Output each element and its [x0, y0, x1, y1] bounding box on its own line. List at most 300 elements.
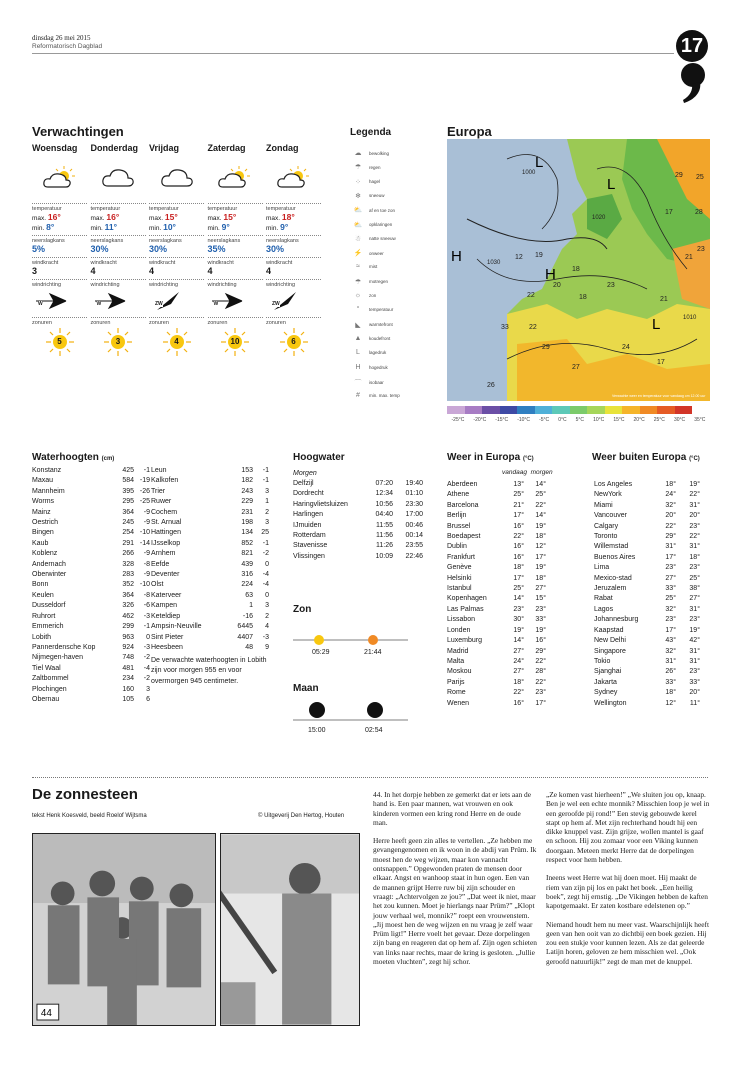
- table-cell: Bonn: [32, 581, 49, 589]
- scale-label: 35°C: [694, 417, 706, 423]
- forecast-day-zaterdag: [208, 143, 263, 356]
- table-cell: 17°: [665, 626, 676, 634]
- table-cell: Singapore: [594, 647, 626, 655]
- scale-label: 20°C: [633, 417, 645, 423]
- table-row: [447, 657, 546, 667]
- sun-hours-value: 10: [228, 335, 242, 349]
- svg-text:Verwachte weer en temperatuur: Verwachte weer en temperatuur voor vandaag om 12.00 uur: [612, 394, 706, 398]
- table-cell: 316: [241, 571, 253, 579]
- table-row: [151, 591, 269, 601]
- legend-label: sneeuw: [369, 193, 385, 199]
- table-cell: Ampsin-Neuville: [151, 623, 202, 631]
- scale-swatch: [657, 406, 675, 414]
- table-cell: 16°: [513, 543, 524, 551]
- table-cell: Jakarta: [594, 678, 617, 686]
- zon-title: Zon: [293, 604, 312, 615]
- wind-label: windkracht: [149, 260, 176, 266]
- rain-value: 30%: [90, 244, 109, 254]
- table-cell: 33°: [535, 616, 546, 624]
- table-row: [151, 487, 269, 497]
- story-credit: tekst Henk Koesveld, beeld Roelof Wijtsma: [32, 813, 147, 819]
- table-row: [32, 601, 150, 611]
- table-cell: 25°: [513, 491, 524, 499]
- wind-direction-value: W: [38, 301, 43, 307]
- table-cell: 924: [122, 643, 134, 651]
- table-cell: 0: [265, 591, 269, 599]
- maan-rise: 15:00: [308, 727, 326, 734]
- wind-label: windkracht: [90, 260, 117, 266]
- table-cell: 42°: [689, 637, 700, 645]
- table-cell: 22°: [513, 533, 524, 541]
- table-cell: Heesbeen: [151, 643, 183, 651]
- legend-icon: ⚡: [353, 250, 363, 258]
- waterhoogten-table-1: [32, 466, 150, 705]
- legend-icon: L: [356, 349, 360, 357]
- legend-label: lagedruk: [369, 350, 387, 356]
- hoogwater-sub: Morgen: [293, 470, 317, 477]
- panel-number: 44: [40, 1008, 52, 1020]
- table-cell: 18°: [689, 553, 700, 561]
- table-cell: 23°: [665, 564, 676, 572]
- partly-cloudy-icon: [266, 156, 321, 200]
- table-row: [32, 643, 150, 653]
- table-row: [151, 549, 269, 559]
- table-cell: 17°: [535, 553, 546, 561]
- legend-item: [352, 349, 442, 356]
- table-cell: 243: [241, 487, 253, 495]
- table-cell: Johannesburg: [594, 616, 639, 624]
- legend-icon: ⌒: [354, 379, 362, 387]
- table-cell: 12°: [665, 699, 676, 707]
- day-name: Woensdag: [32, 143, 78, 153]
- waterhoogten-note: De verwachte waterhoogten in Lobith zijn voor morgen 955 en voor overmorgen 945 centimeter.: [151, 657, 267, 685]
- table-cell: 23°: [689, 564, 700, 572]
- table-cell: 19°: [535, 522, 546, 530]
- table-row: [447, 678, 546, 688]
- table-cell: 04:40: [375, 511, 393, 519]
- legend-label: koudefront: [369, 335, 391, 341]
- story-copyright: © Uitgeverij Den Hertog, Houten: [258, 813, 345, 819]
- table-cell: Ruwer: [151, 498, 172, 506]
- min-temp: min. 11°: [90, 222, 117, 232]
- table-cell: 821: [241, 550, 253, 558]
- sun-hours-value: 4: [170, 335, 184, 349]
- table-cell: 31°: [689, 605, 700, 613]
- max-temp: max. 18°: [266, 212, 295, 222]
- table-row: [447, 542, 546, 552]
- wind-arrow-icon: [91, 288, 146, 314]
- legend-item: [352, 364, 442, 371]
- legend-icon: ❄: [355, 192, 361, 200]
- table-cell: Harlingen: [293, 511, 323, 519]
- table-cell: Rotterdam: [293, 532, 326, 540]
- table-cell: 63: [245, 591, 253, 599]
- legend-icon: ▲: [354, 334, 362, 342]
- table-cell: 19:40: [405, 480, 423, 487]
- table-cell: -1: [143, 467, 150, 474]
- legend-item: [352, 292, 442, 299]
- table-cell: 3: [265, 602, 269, 610]
- table-cell: Toronto: [594, 533, 618, 541]
- wind-arrow-icon: [266, 288, 321, 314]
- table-row: [447, 584, 546, 594]
- table-row: [293, 479, 423, 489]
- table-cell: Malta: [447, 657, 465, 665]
- legend-icon: ⛅: [353, 221, 363, 229]
- table-cell: 22°: [689, 533, 700, 541]
- table-cell: Deventer: [151, 571, 180, 579]
- table-cell: Cochem: [151, 508, 178, 516]
- table-row: [447, 626, 546, 636]
- table-row: [293, 541, 423, 551]
- isobar-label: 1000: [522, 170, 536, 176]
- table-cell: 23°: [535, 605, 546, 613]
- table-cell: 229: [241, 498, 253, 506]
- table-cell: 12:34: [375, 490, 393, 498]
- table-cell: 33°: [689, 678, 700, 686]
- table-cell: Dublin: [447, 543, 467, 551]
- table-cell: 18°: [535, 533, 546, 541]
- table-cell: -9: [143, 508, 150, 516]
- table-row: [594, 678, 700, 688]
- sun-icon: [221, 328, 249, 356]
- table-row: [594, 594, 700, 604]
- table-row: [594, 480, 700, 490]
- wind-value: 4: [207, 266, 213, 276]
- legend-icon: #: [356, 392, 360, 400]
- table-cell: Keulen: [32, 591, 54, 599]
- table-cell: Pannerdensche Kop: [32, 643, 96, 651]
- zon-rise: 05:29: [312, 649, 330, 656]
- table-cell: 23:55: [405, 542, 423, 550]
- map-temp-label: 27: [572, 364, 580, 371]
- table-cell: 13°: [513, 481, 524, 488]
- legend-item: [352, 392, 442, 399]
- scale-label: 5°C: [575, 417, 585, 423]
- legend-icon: ☃: [354, 235, 362, 243]
- legend-item: [352, 206, 442, 214]
- section-separator: [32, 777, 708, 778]
- table-cell: 20°: [665, 512, 676, 520]
- scale-label: -5°C: [539, 417, 550, 423]
- sun-label: zonuren: [149, 320, 169, 326]
- moonset-icon: [367, 702, 383, 718]
- weer-buiten-title: Weer buiten Europa (°C): [592, 452, 700, 463]
- map-temp-label: 28: [695, 209, 703, 216]
- table-cell: 31°: [689, 657, 700, 665]
- table-cell: Tokio: [594, 657, 611, 665]
- scale-label: 15°C: [613, 417, 625, 423]
- table-cell: Frankfurt: [447, 553, 476, 561]
- table-cell: 22:46: [405, 552, 423, 560]
- sunrise-icon: [314, 635, 324, 645]
- table-cell: IJsselkop: [151, 539, 181, 547]
- table-cell: 1: [249, 602, 253, 610]
- table-cell: 29°: [665, 533, 676, 541]
- europe-weather-map: [447, 139, 710, 401]
- table-cell: -8: [143, 591, 150, 599]
- scale-swatch: [605, 406, 623, 414]
- table-row: [594, 522, 700, 532]
- table-cell: Rabat: [594, 595, 613, 603]
- legend-icon: ☂: [354, 278, 362, 286]
- maan-set: 02:54: [365, 727, 383, 734]
- table-cell: 20°: [689, 512, 700, 520]
- table-cell: 29°: [535, 647, 546, 655]
- table-cell: Vlissingen: [293, 552, 325, 560]
- table-cell: 25°: [665, 595, 676, 603]
- table-cell: 48: [245, 643, 253, 651]
- table-cell: 07:20: [375, 480, 393, 487]
- legend-icon: H: [355, 363, 361, 371]
- max-value: 15°: [223, 212, 237, 222]
- table-row: [32, 685, 150, 695]
- table-cell: 00:14: [405, 532, 423, 540]
- story-paragraph: Herre heeft geen zin alles te vertellen. „Ze hebben me gevangengenomen en ik woon in de abdij van Prüm. Ik moest hen de weg wijzen, maar kon vannacht ontsnappen.” Opgewonden praten de mensen door elkaar. Angst en wanhoop staat in hun ogen. Een van de mannen grijpt Herre ruw bij zijn schouder en vraagt: „Achtervolgen ze jou?” „Dat weet ik niet, maar het zou kunnen. Moet je hierlangs naar Prüm?” „Klopt jouw verhaal wel, monnik?” roept een vrouwenstem. „Jij moest hen de weg wijzen en nu vraag je zelf waar Prüm ligt!” Herre voelt het gevaar. Deze dorpelingen zijn bang en reageren dat op hem af. Zijn ogen schieten van links naar rechts, maar de kring is gesloten. „Jullie moeten vluchten”, zegt hij schor.: [373, 836, 537, 967]
- table-row: [32, 633, 150, 643]
- table-cell: 748: [122, 654, 134, 662]
- table-cell: 23°: [689, 522, 700, 530]
- isobar-label: 1030: [487, 260, 501, 266]
- legend-item: [352, 178, 442, 186]
- legend-label: hogedruk: [369, 364, 388, 370]
- wind-direction-value: W: [213, 301, 219, 307]
- cloud-icon: [91, 156, 146, 200]
- page-number: 17: [676, 30, 708, 62]
- table-row: [594, 574, 700, 584]
- legend-item: [352, 163, 442, 171]
- story-paragraph: Ineens weet Herre wat hij doen moet. Hij maakt de riem van zijn pij los en pakt het boek. „Een heilig boek”, zegt hij ernstig. „De Vikingen hebben de kaften kapotgemaakt. Er zaten kostbare edelstenen op.”: [546, 873, 708, 911]
- table-cell: Sydney: [594, 689, 618, 697]
- table-cell: -9: [143, 571, 150, 579]
- table-cell: Wenen: [447, 699, 470, 707]
- table-cell: 2: [265, 508, 269, 516]
- table-cell: Konstanz: [32, 467, 62, 474]
- story-paragraph: Niemand houdt hem nu meer vast. Waarschijnlijk heeft geen van hen ooit van zo dichtbij een boek gezien. Hij zou een stukje voor kunnen lezen. Als ze dat geleerde Latijn horen, geloven ze hem misschien wel. „Ook geroofd natuurlijk!” zegt de man met de knuppel.: [546, 919, 710, 966]
- sun-hours-value: 5: [53, 335, 67, 349]
- table-cell: 299: [122, 623, 134, 631]
- table-row: [293, 521, 423, 531]
- header-date: dinsdag 26 mei 2015: [32, 34, 91, 42]
- rain-label: neerslagkans: [32, 238, 65, 244]
- legend-label: bewolking: [369, 150, 390, 156]
- temp-label: temperatuur: [90, 206, 121, 212]
- map-temp-label: 23: [607, 282, 615, 289]
- table-cell: 584: [122, 477, 134, 485]
- legend-title: Legenda: [350, 127, 392, 138]
- legend-item: [352, 335, 442, 342]
- table-row: [32, 560, 150, 570]
- table-cell: -1: [143, 623, 150, 631]
- legend-icon: ⁘: [355, 178, 361, 186]
- table-cell: 17°: [513, 512, 524, 520]
- story-column-1: [373, 790, 537, 975]
- table-row: [594, 667, 700, 677]
- table-cell: -9: [143, 550, 150, 558]
- table-cell: 19°: [535, 564, 546, 572]
- legend-label: warmtefront: [369, 322, 393, 328]
- table-row: [594, 688, 700, 698]
- sunset-icon: [368, 635, 378, 645]
- table-cell: Calgary: [594, 522, 619, 530]
- table-cell: Leun: [151, 467, 167, 474]
- table-row: [594, 511, 700, 521]
- legend-item: [352, 321, 442, 329]
- legend-label: regen: [369, 164, 381, 170]
- sun-hours-value: 3: [111, 335, 125, 349]
- table-cell: 17°: [665, 553, 676, 561]
- scale-swatch: [482, 406, 500, 414]
- map-temp-label: 17: [665, 209, 673, 216]
- temp-label: temperatuur: [266, 206, 296, 212]
- table-row: [594, 563, 700, 573]
- table-cell: 19°: [535, 626, 546, 634]
- rain-label: neerslagkans: [149, 238, 182, 244]
- table-cell: 18°: [665, 689, 676, 697]
- table-cell: Aberdeen: [447, 481, 478, 488]
- partly-cloudy-icon: [208, 156, 263, 200]
- table-cell: Hattingen: [151, 529, 181, 537]
- table-cell: Oberwinter: [32, 571, 67, 579]
- table-cell: 25°: [535, 491, 546, 499]
- table-cell: 25°: [689, 574, 700, 582]
- table-row: [594, 532, 700, 542]
- table-cell: 153: [241, 467, 253, 474]
- table-row: [151, 528, 269, 538]
- table-row: [32, 591, 150, 601]
- table-cell: Las Palmas: [447, 605, 484, 613]
- table-cell: Katerveer: [151, 591, 182, 599]
- table-cell: 2: [265, 612, 269, 620]
- direction-label: windrichting: [266, 282, 296, 288]
- rain-value: 35%: [207, 244, 226, 254]
- table-cell: 16°: [513, 699, 524, 707]
- legend-label: opklaringen: [369, 222, 393, 227]
- table-row: [447, 605, 546, 615]
- scale-swatch: [500, 406, 518, 414]
- table-row: [447, 615, 546, 625]
- table-cell: 18°: [535, 574, 546, 582]
- sun-label: zonuren: [207, 320, 228, 326]
- map-temp-label: 18: [579, 294, 587, 301]
- table-cell: 266: [122, 550, 134, 558]
- table-cell: Vancouver: [594, 512, 627, 520]
- header-rule: [32, 53, 674, 54]
- table-cell: 160: [122, 685, 134, 693]
- table-cell: Wellington: [594, 699, 627, 707]
- table-cell: 32°: [665, 605, 676, 613]
- table-row: [594, 605, 700, 615]
- table-cell: Boedapest: [447, 533, 481, 541]
- scale-label: -10°C: [517, 417, 531, 423]
- comma-logo-icon: [680, 62, 706, 104]
- table-cell: Zaltbommel: [32, 675, 69, 683]
- table-cell: -10: [139, 581, 150, 589]
- table-cell: -2: [143, 654, 150, 662]
- table-row: [447, 522, 546, 532]
- scale-label: -15°C: [495, 417, 509, 423]
- table-cell: 16°: [513, 522, 524, 530]
- table-cell: Berlijn: [447, 512, 467, 520]
- table-row: [32, 674, 150, 684]
- table-cell: 23°: [513, 605, 524, 613]
- table-cell: 27°: [513, 647, 524, 655]
- table-cell: 30°: [513, 616, 524, 624]
- table-cell: Athene: [447, 491, 470, 499]
- table-cell: Londen: [447, 626, 471, 634]
- table-row: [151, 633, 269, 643]
- table-row: [447, 511, 546, 521]
- story-paragraph: „Ze komen vast hierheen!” „We sluiten jou op, knaap. Ben je wel een echte monnik? Misschien loop je wel in een geroofde pij rond!” Een stevig gebouwde kerel stapt op hem af. Met zijn rechterhand houdt hij een dikke knuppel vast. Zijn grijze, wollen mantel is gaaf en schoon. Hij zou zomaar voor een Viking kunnen doorgaan. Meteen merkt Herre dat de dorpelingen respect voor hem hebben.: [546, 790, 710, 865]
- temp-label: temperatuur: [149, 206, 179, 212]
- weer-europa-head: vandaag morgen: [502, 469, 553, 476]
- sun-icon: [163, 328, 191, 356]
- table-cell: 23°: [689, 668, 700, 676]
- table-cell: 3: [146, 685, 150, 693]
- story-title: De zonnesteen: [32, 786, 138, 803]
- direction-label: windrichting: [32, 282, 62, 288]
- legend-item: [352, 192, 442, 200]
- table-cell: Buenos Aires: [594, 553, 636, 561]
- table-cell: 3: [265, 519, 269, 527]
- table-cell: 11°: [689, 699, 700, 707]
- table-cell: 4: [265, 623, 269, 631]
- table-row: [293, 531, 423, 541]
- table-row: [151, 539, 269, 549]
- weer-buiten-table: [594, 480, 700, 709]
- map-temp-label: 26: [487, 382, 495, 389]
- table-cell: 10:09: [375, 552, 393, 560]
- sun-icon: [280, 328, 308, 356]
- table-cell: Parijs: [447, 678, 465, 686]
- day-name: Zaterdag: [207, 143, 246, 153]
- table-row: [447, 480, 546, 490]
- table-cell: Arnhem: [151, 550, 176, 558]
- legend-label: temperatuur: [369, 307, 394, 313]
- table-cell: 291: [122, 539, 134, 547]
- table-cell: Worms: [32, 498, 55, 506]
- table-cell: 182: [241, 477, 253, 485]
- table-cell: Istanbul: [447, 585, 472, 593]
- forecast-day-woensdag: [32, 143, 87, 356]
- table-cell: 852: [241, 539, 253, 547]
- table-cell: 32°: [665, 501, 676, 509]
- table-row: [594, 553, 700, 563]
- min-temp: min. 9°: [266, 222, 289, 232]
- table-cell: Nijmegen-haven: [32, 654, 83, 662]
- table-cell: Stavenisse: [293, 542, 328, 550]
- legend-label: natte sneeuw: [369, 236, 396, 242]
- table-cell: 22°: [665, 522, 676, 530]
- legend-item: [352, 278, 442, 286]
- table-cell: Obernau: [32, 695, 60, 703]
- table-cell: Bingen: [32, 529, 54, 537]
- table-cell: 26°: [665, 668, 676, 676]
- legend-icon: °: [356, 306, 360, 314]
- wind-label: windkracht: [266, 260, 293, 266]
- table-cell: Sint Pieter: [151, 633, 184, 641]
- table-cell: New Delhi: [594, 637, 626, 645]
- legend-icon: ⛅: [353, 207, 363, 215]
- sun-hours-value: 6: [287, 335, 301, 349]
- hoogwater-table: [293, 479, 423, 562]
- wind-direction-value: ZW: [155, 301, 163, 307]
- table-cell: 462: [122, 612, 134, 620]
- table-cell: 224: [241, 581, 253, 589]
- table-cell: 245: [122, 519, 134, 527]
- table-row: [447, 636, 546, 646]
- table-cell: 22°: [513, 689, 524, 697]
